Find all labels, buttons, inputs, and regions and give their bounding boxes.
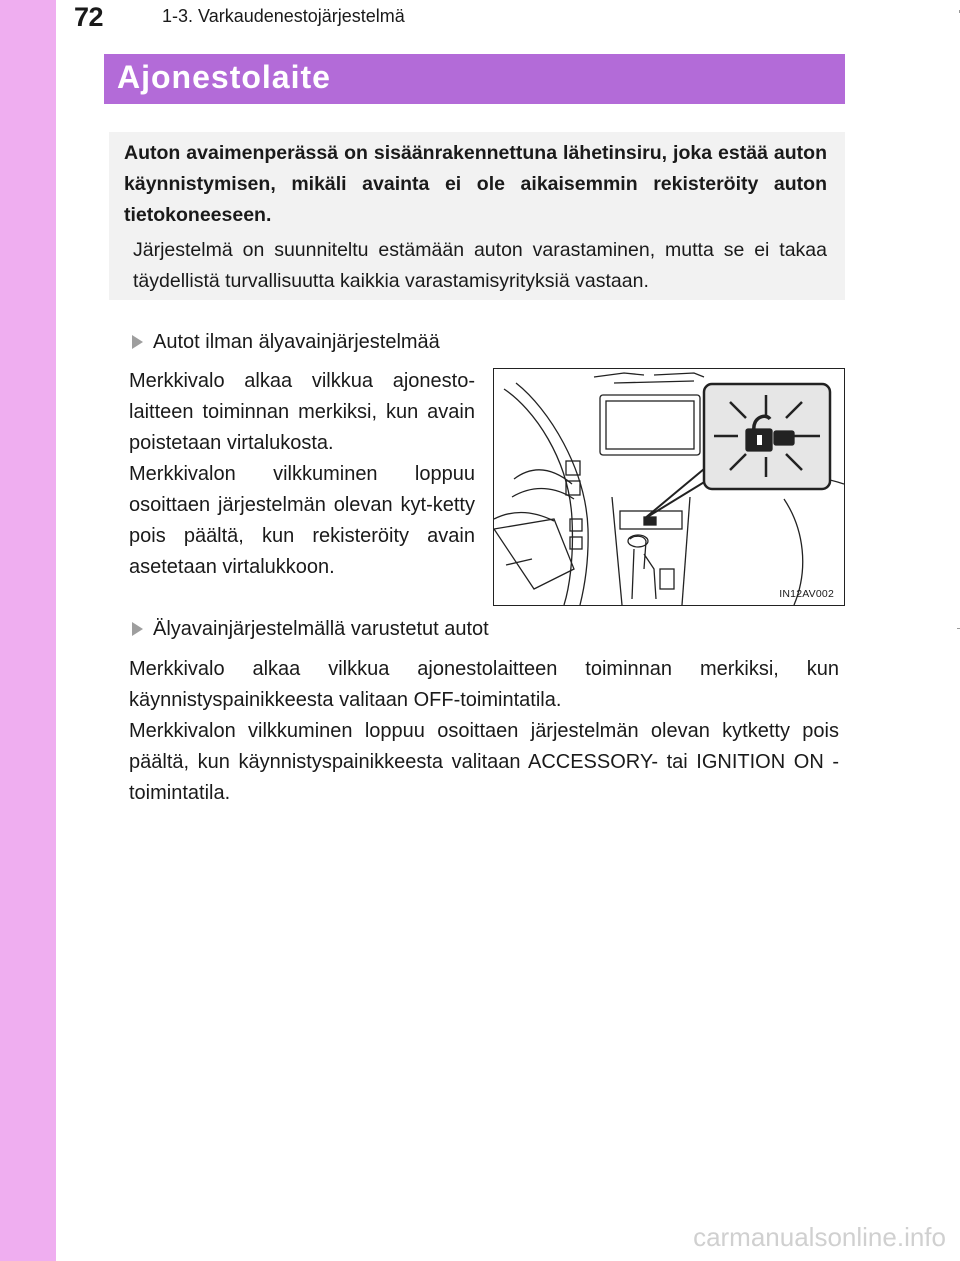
figure-label: IN12AV002 [779, 588, 834, 600]
subheading-without-smart-key [132, 329, 440, 355]
triangle-bullet-icon [132, 335, 143, 349]
dashboard-illustration [493, 368, 845, 606]
subheading-with-smart-key [132, 616, 489, 642]
paragraph: Merkkivalo alkaa vilkkua ajonestolaitteen toiminnan merkiksi, kun käynnistyspainikkeesta valitaan OFF-toimintatila. [129, 658, 839, 711]
section-title: 1-3. Varkaudenestojärjestelmä [162, 6, 405, 26]
triangle-bullet-icon [132, 622, 143, 636]
side-color-strip [0, 0, 56, 1261]
info-box [109, 132, 845, 300]
info-normal-text: Järjestelmä on suunniteltu estämään auton varastaminen, mutta se ei takaa täydellistä turvallisuutta kaikkia varastamisyrityksiä vastaan. [133, 239, 827, 292]
subheading-text: Älyavainjärjestelmällä varustetut autot [153, 618, 489, 640]
paragraph: Merkkivalon vilkkuminen loppuu osoittaen järjestelmän olevan kyt-ketty pois päältä, kun rekisteröity avain asetetaan virtalukkoon. [129, 463, 475, 578]
paragraph: Merkkivalon vilkkuminen loppuu osoittaen järjestelmän olevan kytketty pois päältä, kun käynnistyspainikkeesta valitaan ACCESSORY- tai IGNITION ON -toimintatila. [129, 720, 839, 804]
page-number: 72 [74, 2, 104, 32]
title-bar [104, 54, 845, 104]
paragraph: Merkkivalo alkaa vilkkua ajonesto-laitteen toiminnan merkiksi, kun avain poistetaan virtalukosta. [129, 370, 475, 454]
watermark: carmanualsonline.info [693, 1222, 946, 1252]
info-bold-text: Auton avaimenperässä on sisäänrakennettuna lähetinsiru, joka estää auton käynnistymisen, mikäli avainta ei ole aikaisemmin rekisteröity auton tietokoneeseen. [124, 142, 827, 226]
page-title: Ajonestolaite [117, 59, 331, 95]
subheading-text: Autot ilman älyavainjärjestelmää [153, 331, 440, 353]
